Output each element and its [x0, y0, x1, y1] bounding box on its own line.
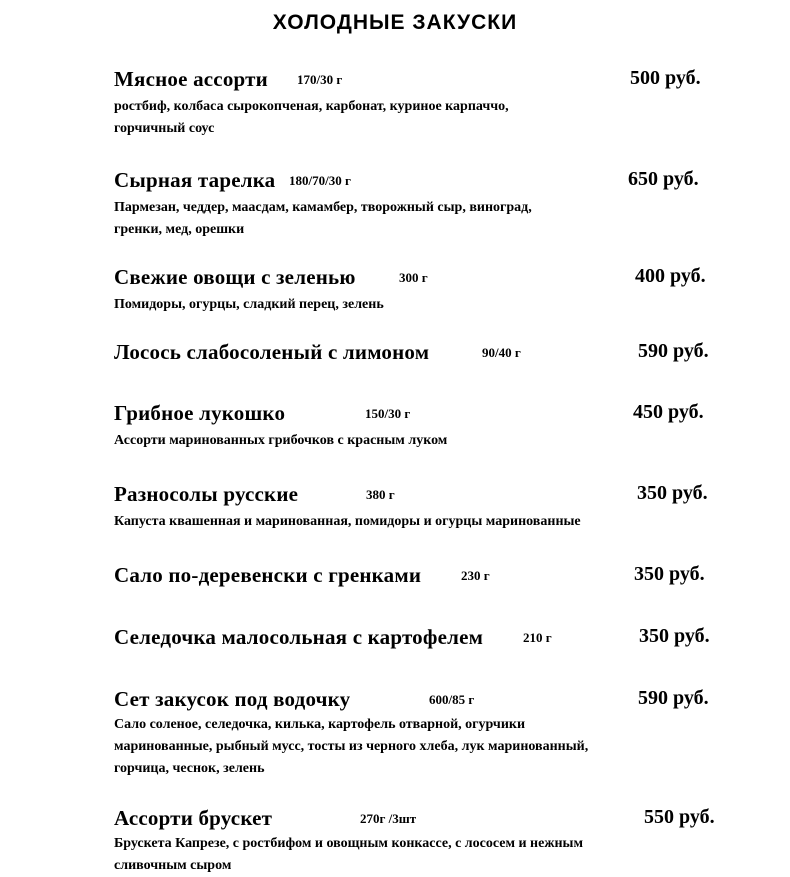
item-description: ростбиф, колбаса сырокопченая, карбонат, куриное карпаччо, горчичный соус [114, 99, 509, 136]
item-weight: 170/30 г [297, 72, 343, 87]
item-name: Разносолы русские [114, 482, 299, 506]
item-name: Сет закусок под водочку [114, 687, 351, 711]
item-weight: 150/30 г [365, 406, 411, 421]
item-weight: 180/70/30 г [289, 173, 351, 188]
item-name: Свежие овощи с зеленью [114, 265, 356, 289]
item-price: 350 руб. [639, 625, 710, 647]
item-price: 590 руб. [638, 687, 709, 709]
item-description: Брускета Капрезе, с ростбифом и овощным конкассе, с лососем и нежным сливочным сыром [114, 836, 584, 873]
item-price: 590 руб. [638, 340, 709, 362]
item-name: Ассорти брускет [114, 806, 273, 830]
menu-section-title: ХОЛОДНЫЕ ЗАКУСКИ [272, 11, 518, 34]
item-weight: 210 г [523, 630, 552, 645]
item-price: 350 руб. [634, 563, 705, 585]
item-weight: 600/85 г [429, 692, 475, 707]
item-weight: 230 г [461, 568, 490, 583]
item-name: Селедочка малосольная с картофелем [114, 625, 484, 649]
item-name: Мясное ассорти [114, 67, 268, 91]
item-description: Помидоры, огурцы, сладкий перец, зелень [114, 297, 384, 312]
item-price: 400 руб. [635, 265, 706, 287]
item-price: 450 руб. [633, 401, 704, 423]
item-price: 650 руб. [628, 168, 699, 190]
item-description: Пармезан, чеддер, маасдам, камамбер, творожный сыр, виноград, гренки, мед, орешки [114, 200, 532, 237]
item-description: Сало соленое, селедочка, килька, картофель отварной, огурчики маринованные, рыбный мусс, тосты из черного хлеба, лук маринованный, горчица, чеснок, зелень [114, 717, 589, 776]
item-name: Сырная тарелка [114, 168, 276, 192]
item-price: 500 руб. [630, 67, 701, 89]
item-price: 350 руб. [637, 482, 708, 504]
item-name: Сало по-деревенски с гренками [114, 563, 422, 587]
item-name: Лосось слабосоленый с лимоном [114, 340, 430, 364]
item-weight: 300 г [399, 270, 428, 285]
item-description: Капуста квашенная и маринованная, помидоры и огурцы маринованные [114, 514, 581, 529]
item-description: Ассорти маринованных грибочков с красным луком [114, 433, 448, 448]
item-name: Грибное лукошко [114, 401, 286, 425]
item-weight: 380 г [366, 487, 395, 502]
item-weight: 90/40 г [482, 345, 521, 360]
item-weight: 270г /3шт [360, 811, 417, 826]
item-price: 550 руб. [644, 806, 715, 828]
